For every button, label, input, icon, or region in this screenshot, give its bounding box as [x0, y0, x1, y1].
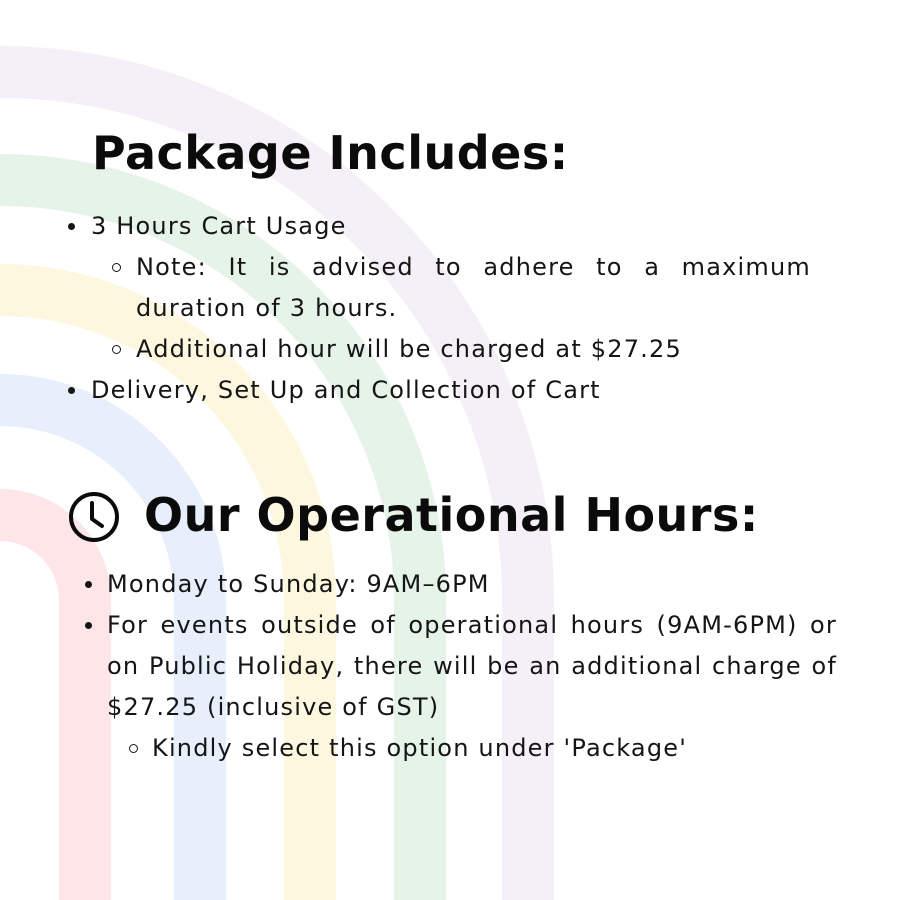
sub-list-item-text: Note: It is advised to adhere to a maximum duration of 3 hours. [136, 253, 811, 322]
sub-list-item [91, 247, 811, 329]
list-item [107, 564, 837, 605]
list-item-text: For events outside of operational hours (9AM-6PM) or on Public Holiday, there will be an additional charge of $27.25 (inclusive of GST) [107, 611, 837, 721]
sub-bullet-icon [112, 263, 121, 272]
operational-hours-title: Our Operational Hours: [144, 488, 759, 542]
list-item [91, 370, 811, 411]
rainbow-arc-pink [0, 515, 85, 900]
package-includes-title: Package Includes: [92, 126, 569, 180]
sub-bullet-icon [129, 744, 138, 753]
list-item [107, 605, 837, 769]
list-item-text: Delivery, Set Up and Collection of Cart [91, 376, 601, 404]
package-includes-list [91, 206, 811, 411]
list-item-text: 3 Hours Cart Usage [91, 212, 347, 240]
sub-list-item-text: Additional hour will be charged at $27.25 [136, 335, 682, 363]
bullet-icon [68, 387, 75, 394]
sub-list-item [107, 728, 837, 769]
bullet-icon [85, 622, 92, 629]
sub-list-item-text: Kindly select this option under 'Package' [152, 734, 688, 762]
list-item-text: Monday to Sunday: 9AM–6PM [107, 570, 490, 598]
clock-icon [67, 490, 121, 544]
sub-list-item [91, 329, 811, 370]
list-item [91, 206, 811, 370]
bullet-icon [85, 581, 92, 588]
sub-bullet-icon [112, 345, 121, 354]
bullet-icon [68, 223, 75, 230]
operational-hours-list [107, 564, 837, 769]
